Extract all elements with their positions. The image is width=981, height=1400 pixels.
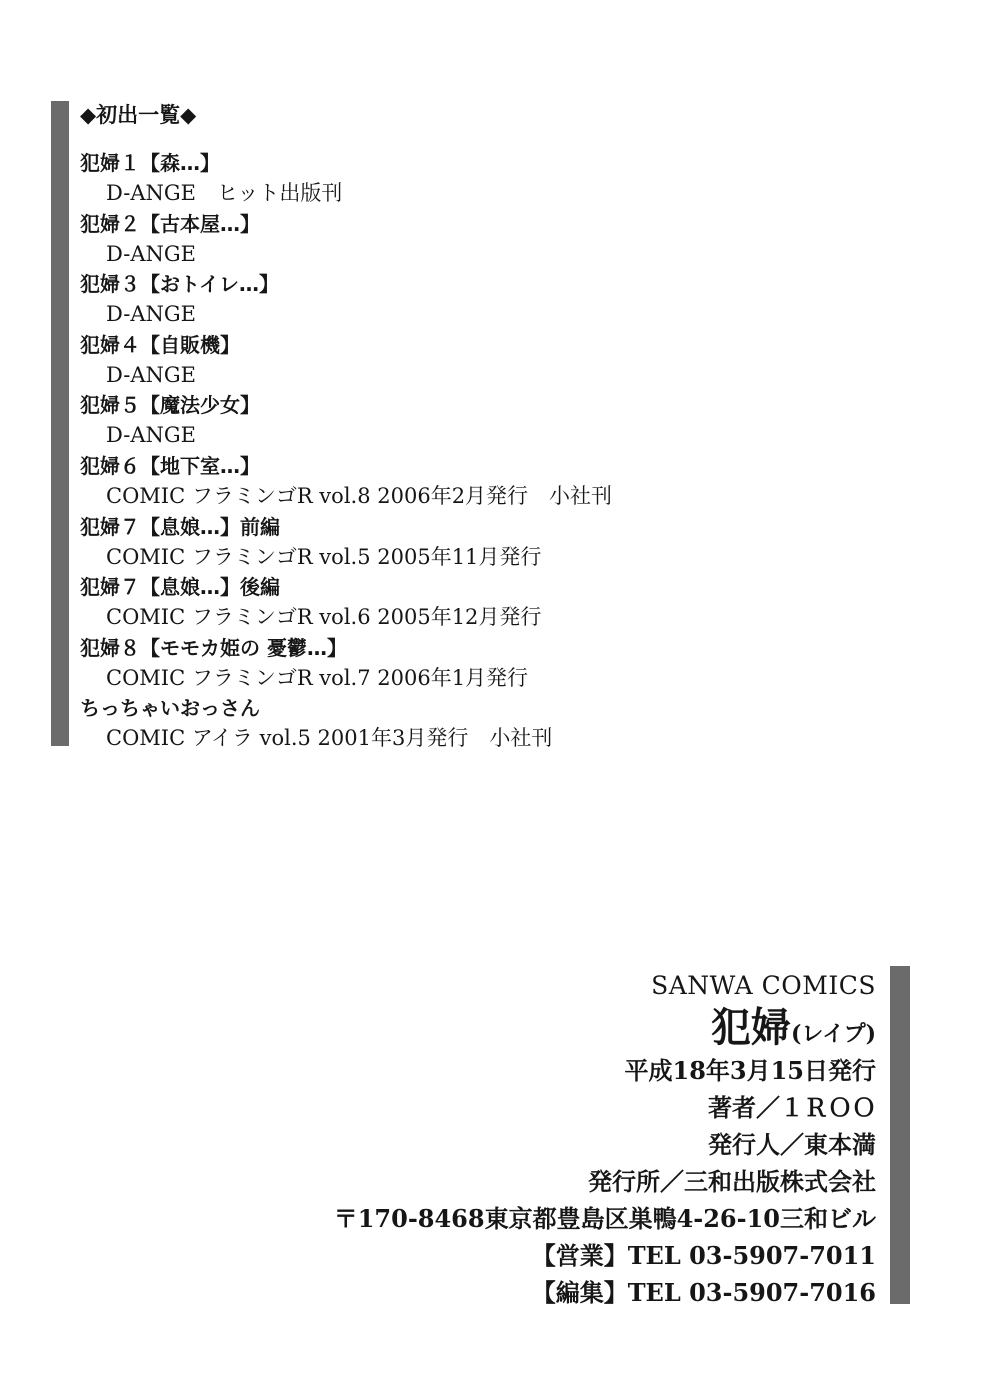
left-accent-bar	[51, 101, 69, 746]
colophon-block	[276, 968, 876, 1311]
book-title	[276, 1004, 876, 1052]
first-publication-list	[80, 148, 780, 754]
list-item	[80, 633, 780, 694]
entry-source: D-ANGE	[106, 362, 196, 387]
list-item	[80, 269, 780, 330]
entry-source: COMIC フラミンゴR vol.8 2006年2月発行 小社刊	[106, 483, 613, 508]
author-line: 著者／１ＲＯＯ	[708, 1093, 876, 1122]
entry-title: ちっちゃいおっさん	[80, 696, 260, 721]
sales-tel-line: 【営業】TEL 03-5907-7011	[531, 1241, 876, 1270]
entry-source: D-ANGE	[106, 241, 196, 266]
series-name: SANWA COMICS	[651, 971, 876, 1000]
list-item	[80, 693, 780, 754]
entry-title: 犯婦７【息娘…】後編	[80, 575, 280, 600]
list-item	[80, 209, 780, 270]
address-line: 〒170-8468東京都豊島区巣鴨4-26-10三和ビル	[333, 1204, 876, 1233]
book-title-main: 犯婦	[710, 1004, 791, 1051]
entry-title: 犯婦２【古本屋…】	[80, 211, 260, 236]
entry-title: 犯婦８【モモカ姫の 憂鬱…】	[80, 635, 347, 660]
list-item	[80, 390, 780, 451]
publisher-line: 発行所／三和出版株式会社	[588, 1167, 876, 1196]
entry-source: D-ANGE ヒット出版刊	[106, 181, 343, 205]
entry-source: D-ANGE	[106, 423, 196, 448]
entry-source: COMIC フラミンゴR vol.5 2005年11月発行	[106, 544, 542, 569]
editorial-tel-line: 【編集】TEL 03-5907-7016	[531, 1278, 876, 1307]
entry-title: 犯婦７【息娘…】前編	[80, 514, 280, 539]
list-item	[80, 451, 780, 512]
entry-source: COMIC フラミンゴR vol.6 2005年12月発行	[106, 605, 542, 630]
entry-source: COMIC フラミンゴR vol.7 2006年1月発行	[106, 665, 529, 690]
right-accent-bar	[890, 966, 910, 1304]
list-item	[80, 330, 780, 391]
entry-title: 犯婦１【森…】	[80, 151, 220, 175]
publisher-person-line: 発行人／東本満	[708, 1130, 876, 1159]
entry-title: 犯婦３【おトイレ…】	[80, 272, 279, 297]
entry-source: D-ANGE	[106, 302, 196, 327]
entry-title: 犯婦４【自販機】	[80, 332, 240, 357]
list-item	[80, 512, 780, 573]
first-publication-heading: ◆初出一覧◆	[80, 102, 197, 127]
list-item	[80, 572, 780, 633]
list-item	[80, 148, 780, 209]
entry-title: 犯婦５【魔法少女】	[80, 393, 260, 418]
entry-title: 犯婦６【地下室…】	[80, 453, 260, 478]
book-title-reading: (レイプ)	[790, 1021, 876, 1047]
publication-date: 平成18年3月15日発行	[624, 1056, 876, 1085]
entry-source: COMIC アイラ vol.5 2001年3月発行 小社刊	[106, 726, 553, 751]
